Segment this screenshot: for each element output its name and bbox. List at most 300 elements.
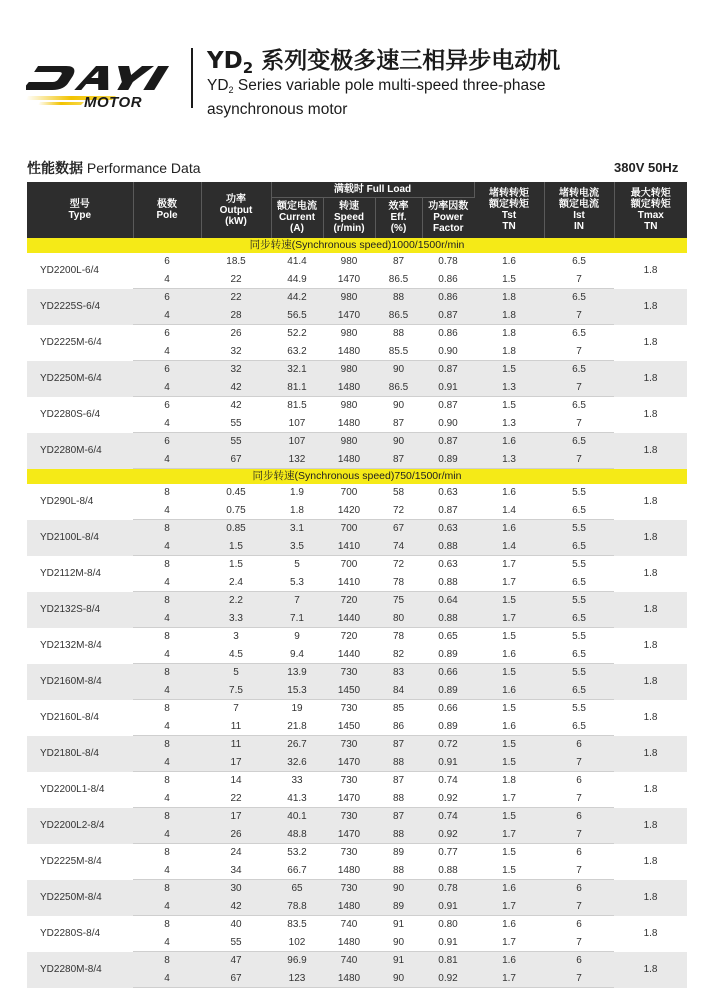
motor-row-group xyxy=(27,361,687,397)
efficiency-cell: 74 xyxy=(375,538,422,556)
efficiency-cell: 82 xyxy=(375,646,422,664)
ist-ratio-cell: 7 xyxy=(544,862,614,880)
power-factor-cell: 0.74 xyxy=(438,775,458,786)
pole-cell: 8 xyxy=(133,520,201,538)
output-cell: 42 xyxy=(201,898,271,916)
col-current-line: Current xyxy=(278,212,316,224)
output-cell: 34 xyxy=(201,862,271,880)
power-factor-cell: 0.87 xyxy=(422,361,474,379)
speed-cell: 980 xyxy=(323,289,375,307)
performance-data-heading: 性能数据 Performance Data xyxy=(27,160,201,177)
ist-ratio-cell: 6.5 xyxy=(544,646,614,664)
output-cell: 55 xyxy=(201,934,271,952)
tst-ratio-cell: 1.4 xyxy=(474,502,544,520)
tmax-ratio-cell: 1.8 xyxy=(614,736,687,772)
current-cell: 63.2 xyxy=(271,343,323,361)
col-tst-line: TN xyxy=(502,221,516,232)
tst-ratio-cell: 1.7 xyxy=(474,790,544,808)
ist-ratio-cell: 6 xyxy=(544,808,614,826)
col-tmax-line: Tmax xyxy=(637,210,664,221)
col-ist-line: IN xyxy=(574,221,585,232)
motor-row-group xyxy=(27,952,687,988)
col-eff-line: (%) xyxy=(390,223,407,235)
output-cell: 42 xyxy=(230,400,242,411)
motor-row-group xyxy=(27,916,687,952)
power-factor-cell: 0.78 xyxy=(438,256,458,267)
tst-ratio-cell: 1.6 xyxy=(474,952,544,970)
motor-row-group xyxy=(27,325,687,361)
efficiency-cell: 86 xyxy=(375,718,422,736)
efficiency-cell: 90 xyxy=(375,970,422,988)
output-cell: 7.5 xyxy=(201,682,271,700)
efficiency-cell: 88 xyxy=(375,289,422,307)
speed-cell: 980 xyxy=(340,400,358,411)
ist-ratio-cell: 7 xyxy=(544,271,614,289)
speed-cell: 730 xyxy=(340,775,358,786)
pole-cell: 8 xyxy=(164,919,170,930)
pole-cell: 4 xyxy=(133,718,201,736)
efficiency-cell: 87 xyxy=(375,736,422,754)
output-cell: 26 xyxy=(201,826,271,844)
pole-cell: 4 xyxy=(133,790,201,808)
efficiency-cell: 83 xyxy=(375,664,422,682)
power-factor-cell: 0.86 xyxy=(438,328,458,339)
col-eff xyxy=(375,197,422,238)
speed-cell: 700 xyxy=(323,520,375,538)
speed-cell: 1440 xyxy=(323,646,375,664)
current-cell: 65 xyxy=(271,880,323,898)
output-cell: 28 xyxy=(201,307,271,325)
current-cell: 21.8 xyxy=(271,718,323,736)
col-full-load: 满载时 Full Load xyxy=(271,182,474,197)
motor-row-group xyxy=(27,664,687,700)
ist-ratio-cell: 5.5 xyxy=(572,559,586,570)
power-factor-cell: 0.89 xyxy=(422,646,474,664)
motor-row-group xyxy=(27,253,687,289)
speed-cell: 1470 xyxy=(323,307,375,325)
speed-cell: 730 xyxy=(340,703,358,714)
tst-ratio-cell: 1.5 xyxy=(474,271,544,289)
pole-cell: 6 xyxy=(164,328,170,339)
motor-type: YD2180L-8/4 xyxy=(27,736,133,772)
power-factor-cell: 0.63 xyxy=(422,520,474,538)
efficiency-cell: 78 xyxy=(392,631,405,642)
speed-cell: 1470 xyxy=(323,790,375,808)
col-pole xyxy=(133,182,201,238)
col-speed xyxy=(323,197,375,238)
table-row xyxy=(27,397,687,415)
table-row xyxy=(27,556,687,574)
current-cell: 3.1 xyxy=(271,520,323,538)
col-eff-line: 效率 xyxy=(388,201,409,213)
tmax-ratio-cell: 1.8 xyxy=(643,639,658,651)
title-english: $YD_2$ Series variable pole multi-speed three-phase asynchronous motor xyxy=(207,77,546,118)
power-factor-cell: 0.88 xyxy=(422,862,474,880)
col-speed-line: Speed xyxy=(333,212,364,224)
pole-cell: 8 xyxy=(164,559,170,570)
current-cell: 96.9 xyxy=(271,952,323,970)
efficiency-cell: 78 xyxy=(375,574,422,592)
speed-cell: 1440 xyxy=(323,610,375,628)
pole-cell: 8 xyxy=(133,808,201,826)
efficiency-cell: 86.5 xyxy=(375,271,422,289)
col-pf xyxy=(422,197,474,238)
efficiency-cell: 72 xyxy=(375,502,422,520)
tmax-ratio-cell: 1.8 xyxy=(643,408,658,420)
table-row xyxy=(27,484,687,502)
ist-ratio-cell: 5.5 xyxy=(544,664,614,682)
ist-ratio-cell: 5.5 xyxy=(544,592,614,610)
current-cell: 107 xyxy=(271,433,323,451)
tst-ratio-cell: 1.5 xyxy=(502,703,516,714)
tmax-ratio-cell: 1.8 xyxy=(614,361,687,397)
current-cell: 56.5 xyxy=(271,307,323,325)
efficiency-cell: 90 xyxy=(375,934,422,952)
col-pf-line: Power xyxy=(433,212,464,224)
ist-ratio-cell: 7 xyxy=(544,307,614,325)
tst-ratio-cell: 1.5 xyxy=(474,736,544,754)
output-cell: 4.5 xyxy=(201,646,271,664)
motor-row-group xyxy=(27,844,687,880)
tmax-ratio-cell: 1.8 xyxy=(643,336,658,348)
tst-ratio-cell: 1.5 xyxy=(474,754,544,772)
performance-table xyxy=(27,182,687,988)
ist-ratio-cell: 7 xyxy=(544,379,614,397)
col-pf-line: Factor xyxy=(432,223,464,235)
tst-ratio-cell: 1.5 xyxy=(474,592,544,610)
motor-type: YD2225S-6/4 xyxy=(27,289,133,325)
tmax-ratio-cell: 1.8 xyxy=(614,808,687,844)
tmax-ratio-cell: 1.8 xyxy=(614,880,687,916)
power-factor-cell: 0.78 xyxy=(422,880,474,898)
col-ist xyxy=(544,182,614,238)
pole-cell: 4 xyxy=(133,970,201,988)
output-cell: 1.5 xyxy=(201,538,271,556)
tmax-ratio-cell: 1.8 xyxy=(643,711,658,723)
speed-cell: 740 xyxy=(323,952,375,970)
tmax-ratio-cell: 1.8 xyxy=(643,855,658,867)
table-row xyxy=(27,700,687,718)
table-row xyxy=(27,592,687,610)
current-cell: 44.9 xyxy=(271,271,323,289)
ist-ratio-cell: 6.5 xyxy=(544,361,614,379)
col-tmax-line: 额定转矩 xyxy=(630,199,671,210)
motor-row-group xyxy=(27,289,687,325)
motor-row-group xyxy=(27,433,687,469)
pole-cell: 4 xyxy=(133,646,201,664)
speed-cell: 730 xyxy=(323,808,375,826)
pole-cell: 6 xyxy=(164,256,170,267)
title-chinese: $YD_2$ 系列变极多速三相异步电动机 xyxy=(207,48,561,77)
current-cell: 7 xyxy=(271,592,323,610)
tst-ratio-cell: 1.7 xyxy=(502,559,516,570)
table-row xyxy=(27,520,687,538)
power-factor-cell: 0.81 xyxy=(422,952,474,970)
tst-ratio-cell: 1.5 xyxy=(474,361,544,379)
current-cell: 40.1 xyxy=(271,808,323,826)
power-factor-cell: 0.87 xyxy=(438,400,458,411)
table-row xyxy=(27,253,687,271)
speed-cell: 700 xyxy=(340,487,358,498)
speed-cell: 980 xyxy=(340,256,358,267)
col-pf-line: 功率因数 xyxy=(428,201,469,213)
col-output xyxy=(201,182,271,238)
col-pole-line: Pole xyxy=(156,210,178,221)
current-cell: 81.1 xyxy=(271,379,323,397)
efficiency-cell: 58 xyxy=(392,487,405,498)
output-cell: 17 xyxy=(201,754,271,772)
table-row xyxy=(27,361,687,379)
pole-cell: 6 xyxy=(133,361,201,379)
current-cell: 41.3 xyxy=(271,790,323,808)
output-cell: 55 xyxy=(201,433,271,451)
power-factor-cell: 0.88 xyxy=(422,610,474,628)
speed-cell: 1480 xyxy=(323,379,375,397)
speed-cell: 730 xyxy=(340,847,358,858)
current-cell: 1.8 xyxy=(271,502,323,520)
pole-cell: 4 xyxy=(133,826,201,844)
speed-cell: 1480 xyxy=(323,451,375,469)
speed-cell: 1450 xyxy=(323,682,375,700)
speed-cell: 1470 xyxy=(323,754,375,772)
current-cell: 15.3 xyxy=(271,682,323,700)
output-cell: 3.3 xyxy=(201,610,271,628)
pole-cell: 8 xyxy=(133,664,201,682)
power-factor-cell: 0.87 xyxy=(422,307,474,325)
ist-ratio-cell: 6.5 xyxy=(544,682,614,700)
tst-ratio-cell: 1.6 xyxy=(502,256,516,267)
tmax-ratio-cell: 1.8 xyxy=(643,496,658,507)
speed-cell: 980 xyxy=(323,361,375,379)
current-cell: 9.4 xyxy=(271,646,323,664)
current-cell: 83.5 xyxy=(287,919,307,930)
efficiency-cell: 84 xyxy=(375,682,422,700)
col-eff-line: Eff. xyxy=(390,212,407,224)
current-cell: 19 xyxy=(291,703,303,714)
efficiency-cell: 88 xyxy=(392,328,405,339)
motor-type: YD2100L-8/4 xyxy=(27,520,133,556)
ist-ratio-cell: 6.5 xyxy=(544,718,614,736)
power-factor-cell: 0.90 xyxy=(422,415,474,433)
current-cell: 132 xyxy=(271,451,323,469)
output-cell: 40 xyxy=(230,919,242,930)
tst-ratio-cell: 1.8 xyxy=(474,289,544,307)
output-cell: 67 xyxy=(201,970,271,988)
output-cell: 22 xyxy=(201,289,271,307)
pole-cell: 8 xyxy=(133,880,201,898)
ist-ratio-cell: 7 xyxy=(544,451,614,469)
pole-cell: 4 xyxy=(133,415,201,433)
current-cell: 53.2 xyxy=(287,847,307,858)
table-row xyxy=(27,772,687,790)
current-cell: 41.4 xyxy=(287,256,307,267)
efficiency-cell: 90 xyxy=(375,880,422,898)
power-factor-cell: 0.88 xyxy=(422,574,474,592)
efficiency-cell: 87 xyxy=(375,415,422,433)
table-row xyxy=(27,664,687,682)
motor-type: YD2200L-6/4 xyxy=(40,265,99,276)
motor-row-group xyxy=(27,556,687,592)
pole-cell: 4 xyxy=(133,538,201,556)
current-cell: 3.5 xyxy=(271,538,323,556)
section-header: 同步转速(Synchronous speed)750/1500r/min xyxy=(27,469,687,485)
ist-ratio-cell: 6 xyxy=(576,847,582,858)
motor-type: YD2280M-8/4 xyxy=(27,952,133,988)
output-cell: 2.2 xyxy=(201,592,271,610)
tst-ratio-cell: 1.5 xyxy=(502,631,516,642)
efficiency-cell: 87 xyxy=(375,451,422,469)
power-factor-cell: 0.65 xyxy=(438,631,458,642)
motor-type: YD2225M-8/4 xyxy=(40,855,102,867)
current-cell: 107 xyxy=(271,415,323,433)
tmax-ratio-cell: 1.8 xyxy=(643,567,658,579)
col-tst-line: Tst xyxy=(501,210,517,221)
tmax-ratio-cell: 1.8 xyxy=(643,783,658,795)
ist-ratio-cell: 5.5 xyxy=(572,487,586,498)
ist-ratio-cell: 7 xyxy=(544,754,614,772)
power-factor-cell: 0.86 xyxy=(422,289,474,307)
speed-cell: 980 xyxy=(340,328,358,339)
output-cell: 0.45 xyxy=(226,487,246,498)
table-row xyxy=(27,880,687,898)
table-row xyxy=(27,289,687,307)
output-cell: 11 xyxy=(201,718,271,736)
table-row xyxy=(27,433,687,451)
ist-ratio-cell: 5.5 xyxy=(572,631,586,642)
pole-cell: 4 xyxy=(133,610,201,628)
power-factor-cell: 0.89 xyxy=(422,451,474,469)
efficiency-cell: 72 xyxy=(392,559,405,570)
col-type-line: Type xyxy=(68,210,92,221)
motor-row-group xyxy=(27,592,687,628)
efficiency-cell: 87 xyxy=(375,808,422,826)
power-factor-cell: 0.74 xyxy=(422,808,474,826)
speed-cell: 1470 xyxy=(323,271,375,289)
pole-cell: 4 xyxy=(133,682,201,700)
ist-ratio-cell: 6.5 xyxy=(544,610,614,628)
pole-cell: 4 xyxy=(133,898,201,916)
current-cell: 102 xyxy=(271,934,323,952)
speed-cell: 1480 xyxy=(323,970,375,988)
pole-cell: 4 xyxy=(133,502,201,520)
efficiency-cell: 86.5 xyxy=(375,307,422,325)
ist-ratio-cell: 7 xyxy=(544,415,614,433)
pole-cell: 8 xyxy=(164,631,170,642)
ist-ratio-cell: 6 xyxy=(576,919,582,930)
pole-cell: 8 xyxy=(164,775,170,786)
pole-cell: 4 xyxy=(133,307,201,325)
power-factor-cell: 0.91 xyxy=(422,754,474,772)
efficiency-cell: 85.5 xyxy=(375,343,422,361)
tmax-ratio-cell: 1.8 xyxy=(643,927,658,939)
output-cell: 47 xyxy=(201,952,271,970)
ist-ratio-cell: 7 xyxy=(544,970,614,988)
tmax-ratio-cell: 1.8 xyxy=(643,265,658,276)
power-factor-cell: 0.92 xyxy=(422,790,474,808)
tst-ratio-cell: 1.6 xyxy=(474,880,544,898)
ist-ratio-cell: 6 xyxy=(544,952,614,970)
speed-cell: 980 xyxy=(323,433,375,451)
speed-cell: 1410 xyxy=(323,538,375,556)
col-tst xyxy=(474,182,544,238)
table-row xyxy=(27,325,687,343)
section-header: 同步转速(Synchronous speed)1000/1500r/min xyxy=(27,238,687,253)
tst-ratio-cell: 1.7 xyxy=(474,898,544,916)
col-current xyxy=(271,197,323,238)
current-cell: 32.1 xyxy=(271,361,323,379)
pole-cell: 4 xyxy=(133,343,201,361)
pole-cell: 4 xyxy=(133,379,201,397)
speed-cell: 730 xyxy=(323,880,375,898)
motor-type: YD2132M-8/4 xyxy=(40,639,102,651)
col-ist-line: 额定电流 xyxy=(559,199,600,210)
output-cell: 55 xyxy=(201,415,271,433)
power-factor-cell: 0.89 xyxy=(422,682,474,700)
speed-cell: 1450 xyxy=(323,718,375,736)
efficiency-cell: 75 xyxy=(375,592,422,610)
tmax-ratio-cell: 1.8 xyxy=(614,520,687,556)
col-output-line: 功率 xyxy=(226,193,246,205)
efficiency-cell: 88 xyxy=(375,754,422,772)
pole-cell: 8 xyxy=(133,952,201,970)
speed-cell: 1470 xyxy=(323,826,375,844)
current-cell: 81.5 xyxy=(287,400,307,411)
speed-cell: 1410 xyxy=(323,574,375,592)
tst-ratio-cell: 1.7 xyxy=(474,970,544,988)
efficiency-cell: 67 xyxy=(375,520,422,538)
motor-type: YD2280S-8/4 xyxy=(40,927,101,939)
motor-row-group xyxy=(27,772,687,808)
speed-cell: 730 xyxy=(323,664,375,682)
current-cell: 5.3 xyxy=(271,574,323,592)
col-ist-line: Ist xyxy=(573,210,585,221)
output-cell: 42 xyxy=(201,379,271,397)
motor-row-group xyxy=(27,808,687,844)
pole-cell: 8 xyxy=(133,736,201,754)
power-factor-cell: 0.87 xyxy=(422,433,474,451)
tst-ratio-cell: 1.5 xyxy=(474,862,544,880)
page-header xyxy=(0,0,706,140)
col-type xyxy=(27,182,133,238)
tst-ratio-cell: 1.8 xyxy=(474,307,544,325)
efficiency-cell: 80 xyxy=(375,610,422,628)
ist-ratio-cell: 6.5 xyxy=(572,328,586,339)
tst-ratio-cell: 1.6 xyxy=(474,520,544,538)
power-factor-cell: 0.91 xyxy=(422,379,474,397)
tst-ratio-cell: 1.3 xyxy=(474,415,544,433)
output-cell: 67 xyxy=(201,451,271,469)
power-factor-cell: 0.87 xyxy=(422,502,474,520)
motor-row-group xyxy=(27,397,687,433)
tst-ratio-cell: 1.7 xyxy=(474,826,544,844)
power-factor-cell: 0.63 xyxy=(438,559,458,570)
power-factor-cell: 0.91 xyxy=(422,934,474,952)
ist-ratio-cell: 6 xyxy=(576,775,582,786)
output-cell: 0.75 xyxy=(201,502,271,520)
current-cell: 52.2 xyxy=(287,328,307,339)
ist-ratio-cell: 6.5 xyxy=(544,574,614,592)
dayi-logo xyxy=(26,60,176,116)
efficiency-cell: 88 xyxy=(375,790,422,808)
motor-type: YD2250M-8/4 xyxy=(27,880,133,916)
col-tmax-line: 最大转矩 xyxy=(630,188,671,199)
output-cell: 26 xyxy=(230,328,242,339)
power-factor-cell: 0.92 xyxy=(422,826,474,844)
current-cell: 48.8 xyxy=(271,826,323,844)
current-cell: 32.6 xyxy=(271,754,323,772)
motor-type: YD2132S-8/4 xyxy=(27,592,133,628)
motor-type: YD2280S-6/4 xyxy=(40,408,101,420)
